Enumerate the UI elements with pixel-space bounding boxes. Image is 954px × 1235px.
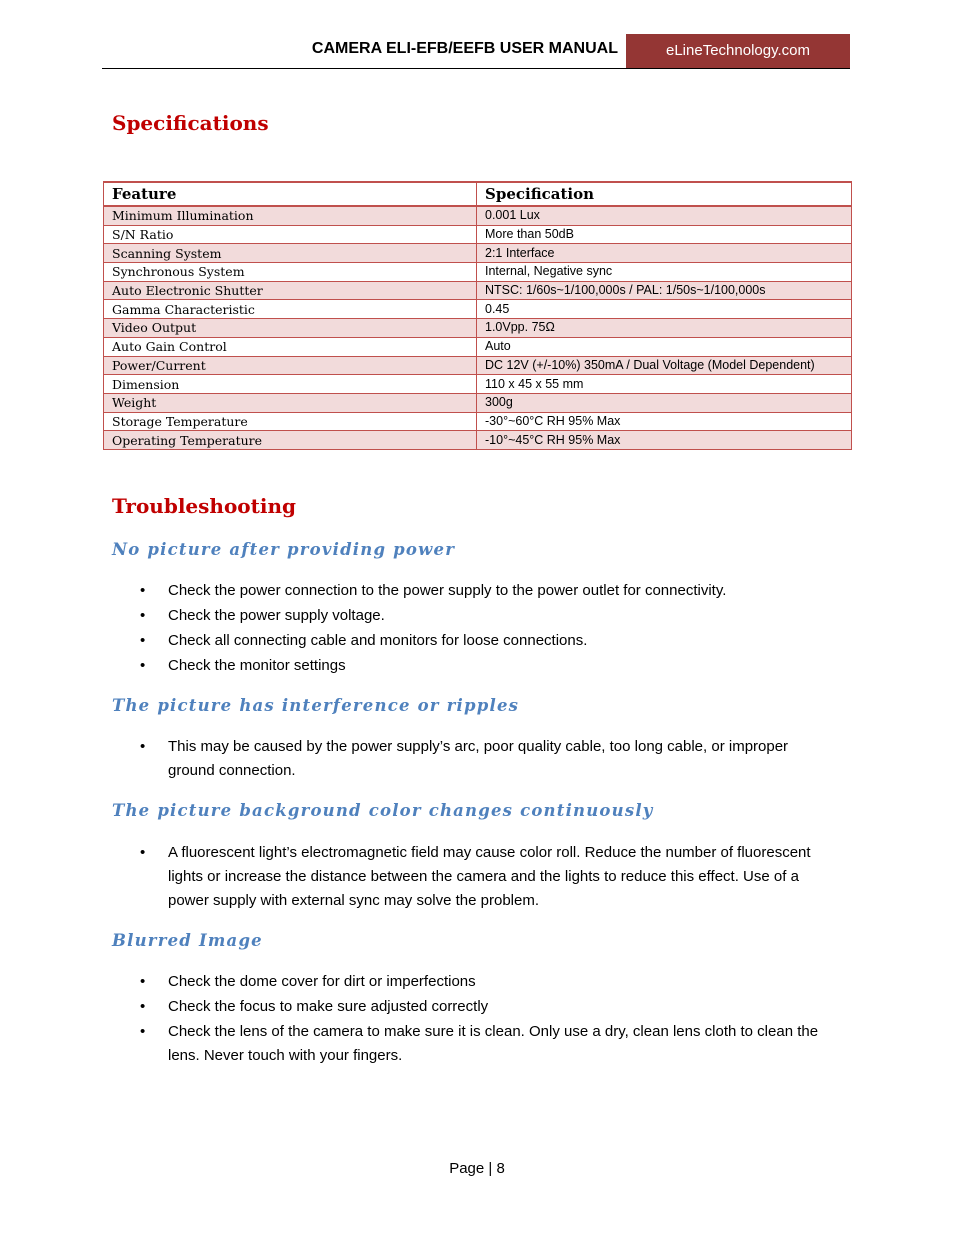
list-item-text: Check the monitor settings bbox=[168, 657, 346, 674]
table-row bbox=[104, 412, 852, 431]
list-item bbox=[140, 970, 830, 994]
list-item-text: Check the focus to make sure adjusted correctly bbox=[168, 998, 489, 1015]
feature-cell: Weight bbox=[104, 393, 477, 412]
feature-cell: Auto Gain Control bbox=[104, 337, 477, 356]
table-row bbox=[104, 225, 852, 244]
table-row bbox=[104, 206, 852, 225]
list-item bbox=[140, 654, 830, 678]
list-item bbox=[140, 579, 830, 603]
bullet-icon: • bbox=[140, 738, 146, 755]
troubleshooting-heading: Troubleshooting bbox=[112, 494, 296, 518]
bullet-icon: • bbox=[140, 844, 146, 861]
feature-cell: Storage Temperature bbox=[104, 412, 477, 431]
table-row bbox=[104, 300, 852, 319]
table-row bbox=[104, 244, 852, 263]
list-item-text: Check the lens of the camera to make sure it is clean. Only use a dry, clean lens cloth to clean the lens. Never touch with your fingers. bbox=[168, 1023, 819, 1064]
specification-cell: 110 x 45 x 55 mm bbox=[477, 375, 852, 394]
table-row bbox=[104, 356, 852, 375]
feature-cell: Synchronous System bbox=[104, 263, 477, 282]
specification-cell: 2:1 Interface bbox=[477, 244, 852, 263]
table-header-row bbox=[104, 182, 852, 206]
bullet-list-blurred-image bbox=[140, 970, 830, 1069]
table-row bbox=[104, 263, 852, 282]
specifications-heading: Specifications bbox=[112, 111, 269, 135]
section-title-blurred-image: Blurred Image bbox=[112, 931, 263, 950]
feature-cell: Video Output bbox=[104, 319, 477, 338]
bullet-icon: • bbox=[140, 607, 146, 624]
bullet-icon: • bbox=[140, 998, 146, 1015]
header-divider bbox=[102, 68, 850, 69]
page-number: Page | 8 bbox=[449, 1160, 505, 1177]
site-badge: eLineTechnology.com bbox=[626, 34, 850, 68]
manual-title: CAMERA ELI-EFB/EEFB USER MANUAL bbox=[311, 40, 618, 57]
specification-cell: 0.001 Lux bbox=[477, 206, 852, 225]
table-row bbox=[104, 281, 852, 300]
section-title-interference: The picture has interference or ripples bbox=[112, 696, 520, 715]
specification-cell: DC 12V (+/-10%) 350mA / Dual Voltage (Model Dependent) bbox=[477, 356, 852, 375]
feature-cell: Minimum Illumination bbox=[104, 206, 477, 225]
feature-cell: Power/Current bbox=[104, 356, 477, 375]
bullet-icon: • bbox=[140, 632, 146, 649]
table-row bbox=[104, 393, 852, 412]
list-item-text: Check the power supply voltage. bbox=[168, 607, 385, 624]
feature-cell: S/N Ratio bbox=[104, 225, 477, 244]
list-item bbox=[140, 995, 830, 1019]
column-header-feature: Feature bbox=[104, 182, 477, 206]
feature-cell: Gamma Characteristic bbox=[104, 300, 477, 319]
bullet-icon: • bbox=[140, 973, 146, 990]
list-item-text: A fluorescent light’s electromagnetic field may cause color roll. Reduce the number of fluorescent lights or increase the distance between the camera and the lights to reduce this effect. Use of a power supply with external sync may solve the problem. bbox=[168, 844, 811, 909]
list-item bbox=[140, 1020, 830, 1068]
list-item bbox=[140, 629, 830, 653]
column-header-specification: Specification bbox=[477, 182, 852, 206]
specifications-table bbox=[103, 181, 852, 450]
section-title-background-color: The picture background color changes continuously bbox=[112, 801, 654, 820]
feature-cell: Scanning System bbox=[104, 244, 477, 263]
table-row bbox=[104, 375, 852, 394]
list-item bbox=[140, 841, 830, 913]
list-item bbox=[140, 735, 830, 783]
feature-cell: Auto Electronic Shutter bbox=[104, 281, 477, 300]
bullet-list-background-color bbox=[140, 841, 830, 914]
section-title-no-picture: No picture after providing power bbox=[112, 540, 456, 559]
bullet-list-interference bbox=[140, 735, 830, 784]
table-row bbox=[104, 337, 852, 356]
specification-cell: -10°~45°C RH 95% Max bbox=[477, 431, 852, 450]
list-item-text: Check all connecting cable and monitors for loose connections. bbox=[168, 632, 588, 649]
list-item bbox=[140, 604, 830, 628]
list-item-text: Check the power connection to the power supply to the power outlet for connectivity. bbox=[168, 582, 727, 599]
specification-cell: Internal, Negative sync bbox=[477, 263, 852, 282]
list-item-text: This may be caused by the power supply’s arc, poor quality cable, too long cable, or improper ground connection. bbox=[168, 738, 789, 779]
specification-cell: -30°~60°C RH 95% Max bbox=[477, 412, 852, 431]
table-row bbox=[104, 319, 852, 338]
bullet-icon: • bbox=[140, 657, 146, 674]
list-item-text: Check the dome cover for dirt or imperfections bbox=[168, 973, 476, 990]
table-row bbox=[104, 431, 852, 450]
table-body bbox=[104, 206, 852, 449]
bullet-icon: • bbox=[140, 1023, 146, 1040]
specification-cell: 0.45 bbox=[477, 300, 852, 319]
specification-cell: 1.0Vpp. 75Ω bbox=[477, 319, 852, 338]
specification-cell: 300g bbox=[477, 393, 852, 412]
specification-cell: Auto bbox=[477, 337, 852, 356]
feature-cell: Operating Temperature bbox=[104, 431, 477, 450]
specification-cell: NTSC: 1/60s~1/100,000s / PAL: 1/50s~1/100,000s bbox=[477, 281, 852, 300]
bullet-icon: • bbox=[140, 582, 146, 599]
specification-cell: More than 50dB bbox=[477, 225, 852, 244]
bullet-list-no-picture bbox=[140, 579, 830, 679]
feature-cell: Dimension bbox=[104, 375, 477, 394]
